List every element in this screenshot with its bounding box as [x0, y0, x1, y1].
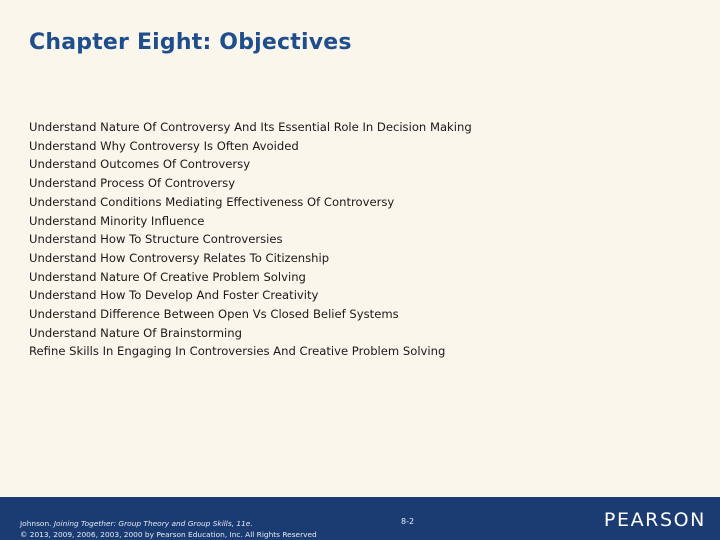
list-item: Understand Nature Of Controversy And Its Essential Role In Decision Making: [29, 120, 472, 134]
list-item: Understand Difference Between Open Vs Closed Belief Systems: [29, 307, 399, 322]
citation-book-title: Joining Together: Group Theory and Group Skills, 11e.: [53, 519, 253, 528]
list-item: Understand Nature Of Creative Problem Solving: [29, 269, 306, 284]
list-item: Understand Outcomes Of Controversy: [29, 157, 251, 172]
citation-copyright: © 2013, 2009, 2006, 2003, 2000 by Pearson Education, Inc. All Rights Reserved: [20, 530, 317, 539]
page-number: 8-2: [401, 517, 415, 526]
objectives-list: [29, 118, 472, 361]
list-item: Understand Conditions Mediating Effectiveness Of Controversy: [29, 194, 395, 209]
list-item: Understand How To Structure Controversies: [29, 232, 283, 247]
list-item: Understand Why Controversy Is Often Avoided: [29, 138, 299, 153]
slide-title: Chapter Eight: Objectives: [29, 30, 352, 55]
footer-citation: [20, 518, 317, 540]
citation-line-1: [20, 518, 317, 529]
list-item: Refine Skills In Engaging In Controversies And Creative Problem Solving: [29, 344, 446, 359]
list-item: Understand Process Of Controversy: [29, 176, 236, 191]
list-item: Understand How Controversy Relates To Citizenship: [29, 250, 330, 265]
list-item: Understand Minority Influence: [29, 213, 205, 228]
list-item: Understand How To Develop And Foster Creativity: [29, 288, 319, 303]
citation-author: Johnson.: [20, 519, 54, 528]
list-item: Understand Nature Of Brainstorming: [29, 325, 242, 340]
pearson-logo: PEARSON: [603, 509, 706, 531]
